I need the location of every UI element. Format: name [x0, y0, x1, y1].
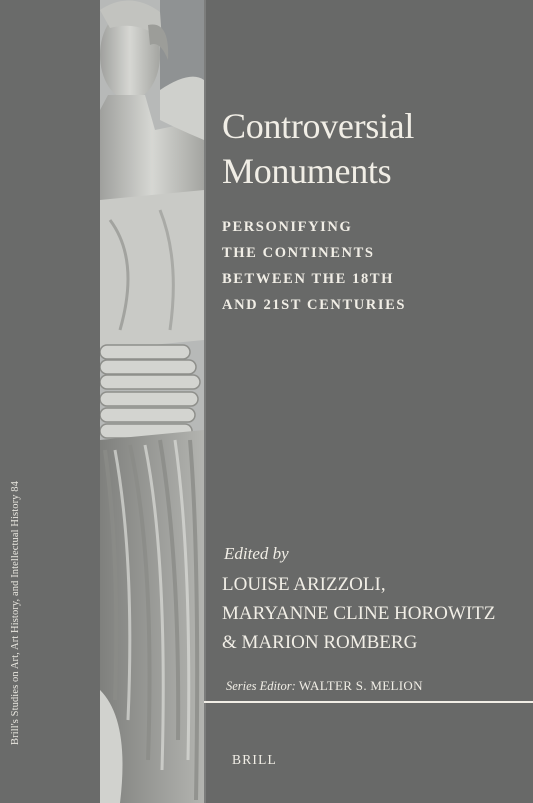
series-editor-label: Series Editor: [226, 679, 296, 693]
spine-band [0, 0, 100, 803]
publisher-logo: BRILL [232, 752, 277, 767]
series-editor [226, 678, 423, 694]
horizontal-rule [204, 701, 533, 703]
series-title-vertical: Brill's Studies on Art, Art History, and Intellectual History 84 [10, 481, 21, 745]
editor-name: LOUISE ARIZZOLI, [222, 574, 386, 595]
subtitle-line-2: THE CONTINENTS [222, 245, 375, 261]
vertical-divider [204, 0, 206, 803]
book-subtitle [222, 214, 522, 318]
editors-list [222, 570, 527, 657]
editor-name: MARYANNE CLINE HOROWITZ [222, 603, 496, 624]
subtitle-line-4: AND 21ST CENTURIES [222, 297, 407, 313]
statue-photo [100, 0, 204, 803]
subtitle-line-3: BETWEEN THE 18TH [222, 271, 394, 287]
statue-illustration [100, 0, 204, 803]
series-editor-name: WALTER S. MELION [298, 678, 423, 693]
title-line-1: Controversial [222, 106, 415, 146]
subtitle-line-1: PERSONIFYING [222, 219, 353, 235]
book-title [222, 104, 522, 194]
editor-name: & MARION ROMBERG [222, 632, 418, 653]
edited-by-label: Edited by [224, 544, 289, 563]
title-line-2: Monuments [222, 151, 392, 191]
